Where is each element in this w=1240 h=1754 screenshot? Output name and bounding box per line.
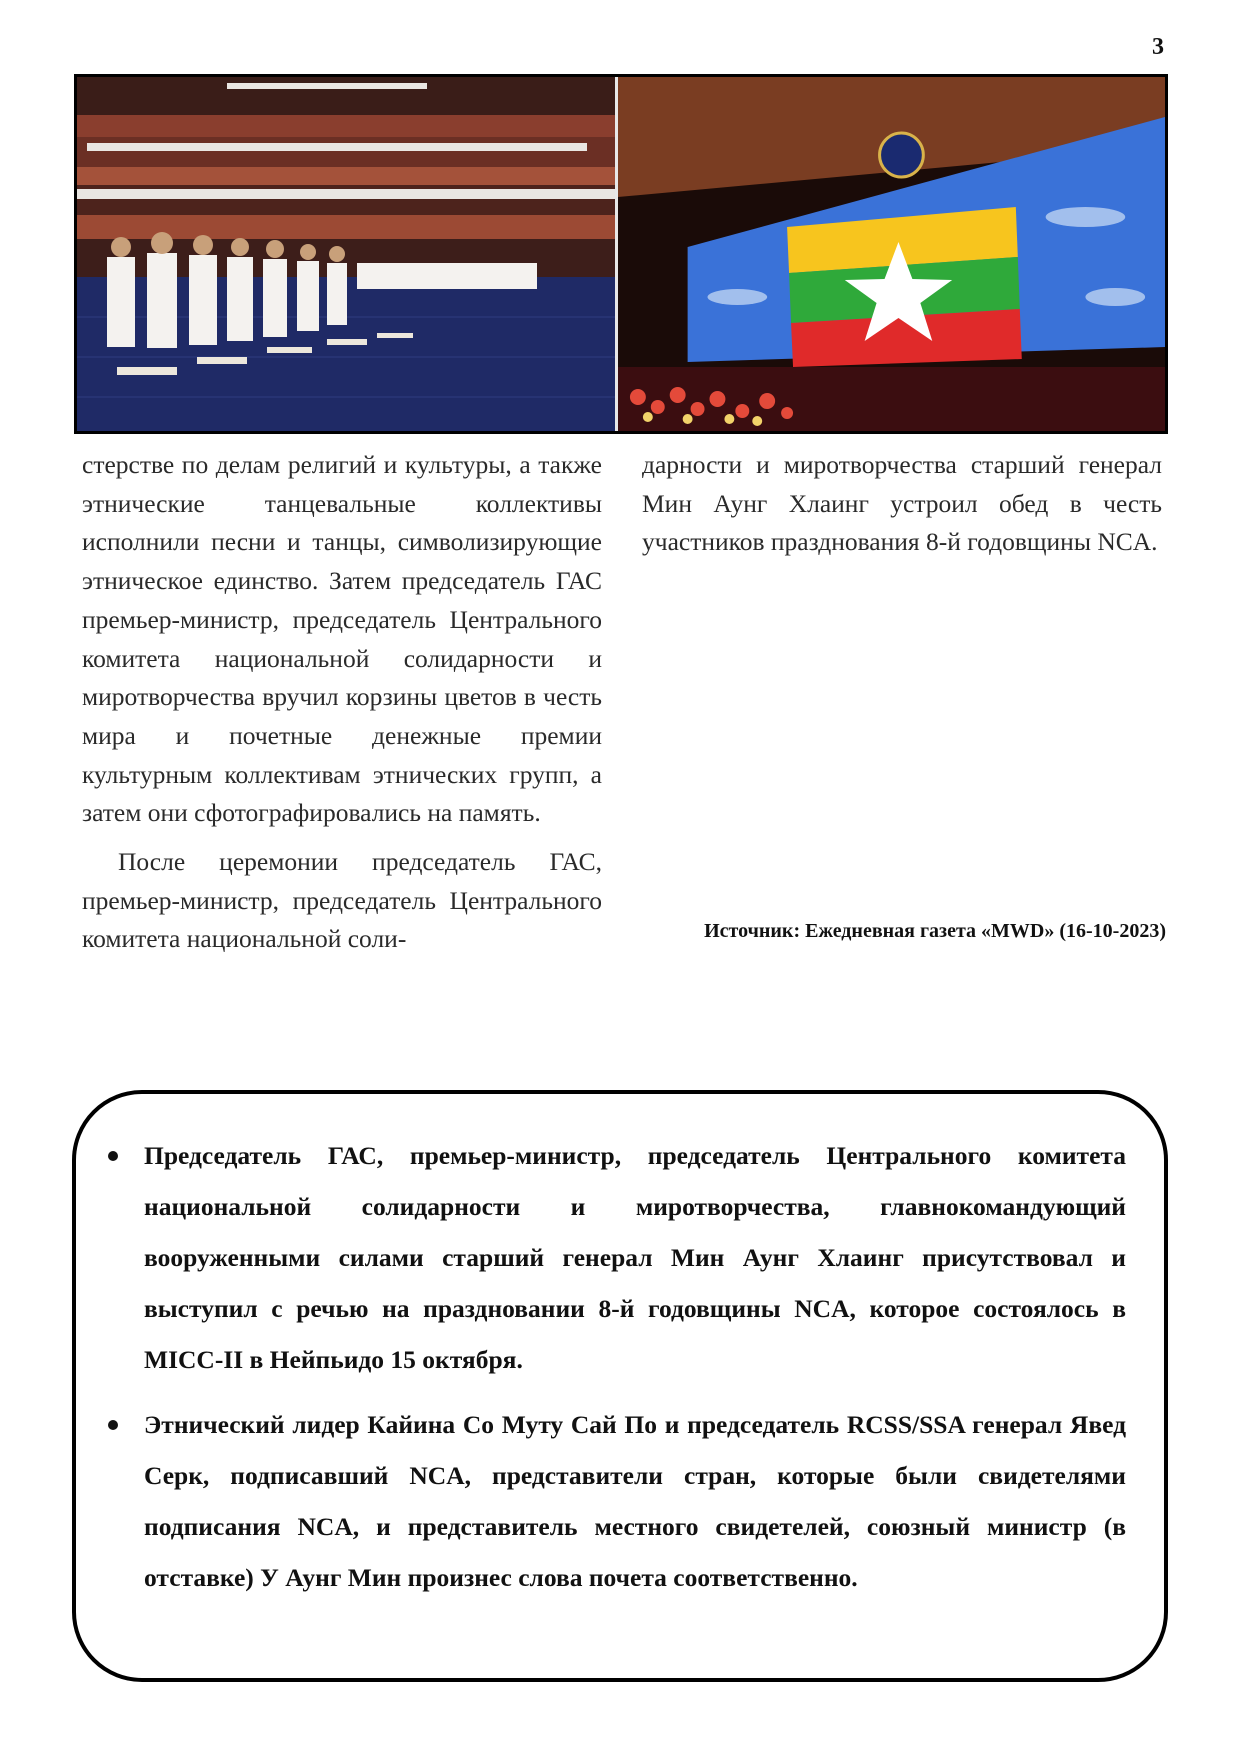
page-number: 3: [1152, 34, 1164, 60]
summary-list: [144, 1130, 1126, 1617]
article-right-column: [642, 446, 1162, 562]
myanmar-flag-screen-photo: [618, 77, 1165, 431]
article-paragraph: дарности и миротворчества старший генерал Мин Аунг Хлаинг устроил обед в честь участников празднования 8-й годовщины NCA.: [642, 450, 1162, 557]
article-left-column: [82, 446, 602, 959]
photo-strip: [74, 74, 1168, 434]
article-paragraph: После церемонии председатель ГАС, премьер-министр, председатель Центрального комитета национальной соли-: [82, 847, 602, 954]
summary-bullet: [144, 1130, 1126, 1385]
summary-bullet: [144, 1399, 1126, 1603]
summary-box: [72, 1090, 1168, 1682]
summary-bullet-text: Этнический лидер Кайина Со Муту Сай По и председатель RCSS/SSA генерал Явед Серк, подписавший NCA, представители стран, которые были свидетелями подписания NCA, и представитель местного свидетелей, союзный министр (в отставке) У Аунг Мин произнес слова почета соответственно.: [144, 1410, 1126, 1592]
audience-standing-photo: [77, 77, 618, 431]
source-credit: Источник: Ежедневная газета «MWD» (16-10-2023): [704, 920, 1166, 942]
article-paragraph: стерстве по делам религий и культуры, а также этнические танцевальные коллективы исполнили песни и танцы, символизирующие этническое единство. Затем председатель ГАС премьер-министр, председатель Центрального комитета национальной солидарности и миротворчества вручил корзины цветов в честь мира и почетные денежные премии культурным коллективам этнических групп, а затем они сфотографировались на память.: [82, 450, 602, 828]
bullet-icon: [108, 1420, 118, 1430]
bullet-icon: [108, 1151, 118, 1161]
summary-bullet-text: Председатель ГАС, премьер-министр, председатель Центрального комитета национальной солидарности и миротворчества, главнокомандующий вооруженными силами старший генерал Мин Аунг Хлаинг присутствовал и выступил с речью на праздновании 8-й годовщины NCA, которое состоялось в MICC-II в Нейпьидо 15 октября.: [144, 1141, 1126, 1374]
